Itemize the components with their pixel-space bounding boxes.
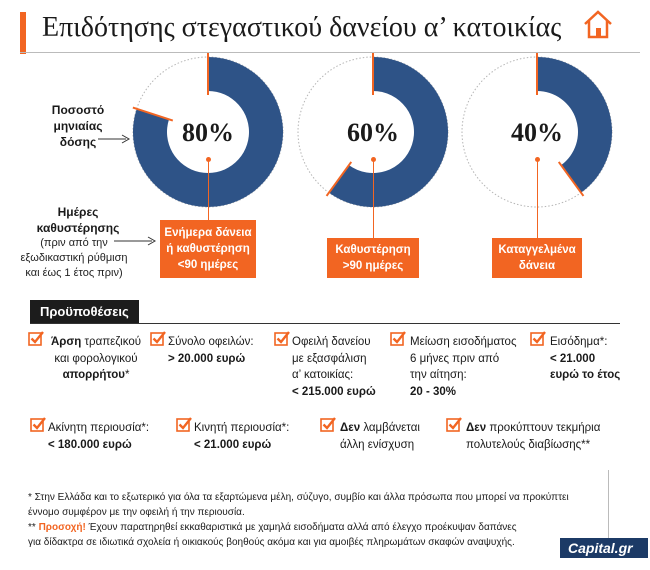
footnotes: * Στην Ελλάδα και το εξωτερικό για όλα τα εξαρτώμενα μέλη, σύζυγο, συμβίο και άλλα πρόσωπα που μπορεί να προκύπτει έννομο συμφέρον με την οφειλή ή την περιουσία. ** Προσοχή! Έχουν παρατηρηθεί εκκαθαριστικά με χαμηλά εισοδήματα αλλά από έλεγχο προέκυψαν δαπάνες για δίδακτρα σε ιδιωτικά σχολεία ή οικιακούς βοηθούς ακόμα και για αμοιβές πληρωμάτων σκαφών αναψυχής. <box>28 492 569 548</box>
check-icon <box>30 416 46 437</box>
capital-logo: Capital.gr <box>560 538 648 558</box>
check-icon <box>530 330 546 351</box>
connector-line-3 <box>537 160 538 238</box>
check-icon <box>176 416 192 437</box>
requirement-no-luxury: Δεν προκύπτουν τεκμήρια πολυτελούς διαβίωσης** <box>466 422 601 451</box>
delay-note: (πριν από την εξωδικαστική ρύθμιση και έως 1 έτος πριν) <box>20 237 128 279</box>
check-icon <box>320 416 336 437</box>
connector-line-2 <box>373 160 374 238</box>
side-divider <box>608 470 609 538</box>
check-icon <box>446 416 462 437</box>
check-icon <box>28 330 44 351</box>
connector-line-1 <box>208 160 209 220</box>
requirement-movable-assets: Κινητή περιουσία*: < 21.000 ευρώ <box>194 422 290 451</box>
check-icon <box>274 330 290 351</box>
delay-label: Ημέρες καθυστέρησης <box>36 205 120 235</box>
rate-label: Ποσοστό μηνιαίας δόσης <box>51 103 105 149</box>
category-box-3: Καταγγελμένα δάνεια <box>492 238 582 278</box>
category-box-2: Καθυστέρηση >90 ημέρες <box>327 238 419 278</box>
pct-label-2: 60% <box>347 118 399 147</box>
requirements-header: Προϋποθέσεις <box>30 300 139 323</box>
check-icon <box>150 330 166 351</box>
requirement-total-debt: Σύνολο οφειλών: > 20.000 ευρώ <box>168 336 254 365</box>
category-box-1: Ενήμερα δάνεια ή καθυστέρηση <90 ημέρες <box>160 220 256 278</box>
requirement-income: Εισόδημα*: < 21.000 ευρώ το έτος <box>550 336 621 381</box>
pct-label-1: 80% <box>182 118 234 147</box>
requirement-income-drop: Μείωση εισοδήματος 6 μήνες πριν από την αίτηση: 20 - 30% <box>410 336 517 398</box>
page-title: Επιδότησης στεγαστικού δανείου α’ κατοικίας <box>42 12 562 43</box>
requirement-secrecy: Άρση τραπεζικού και φορολογικού απορρήτου* <box>50 336 141 381</box>
requirement-loan-debt: Οφειλή δανείου με εξασφάλιση α’ κατοικίας: < 215.000 ευρώ <box>292 336 376 398</box>
requirements-divider <box>30 323 620 324</box>
requirement-no-other-aid: Δεν λαμβάνεται άλλη ενίσχυση <box>340 422 420 451</box>
pct-label-3: 40% <box>511 118 563 147</box>
check-icon <box>390 330 406 351</box>
requirement-real-estate: Ακίνητη περιουσία*: < 180.000 ευρώ <box>48 422 150 451</box>
